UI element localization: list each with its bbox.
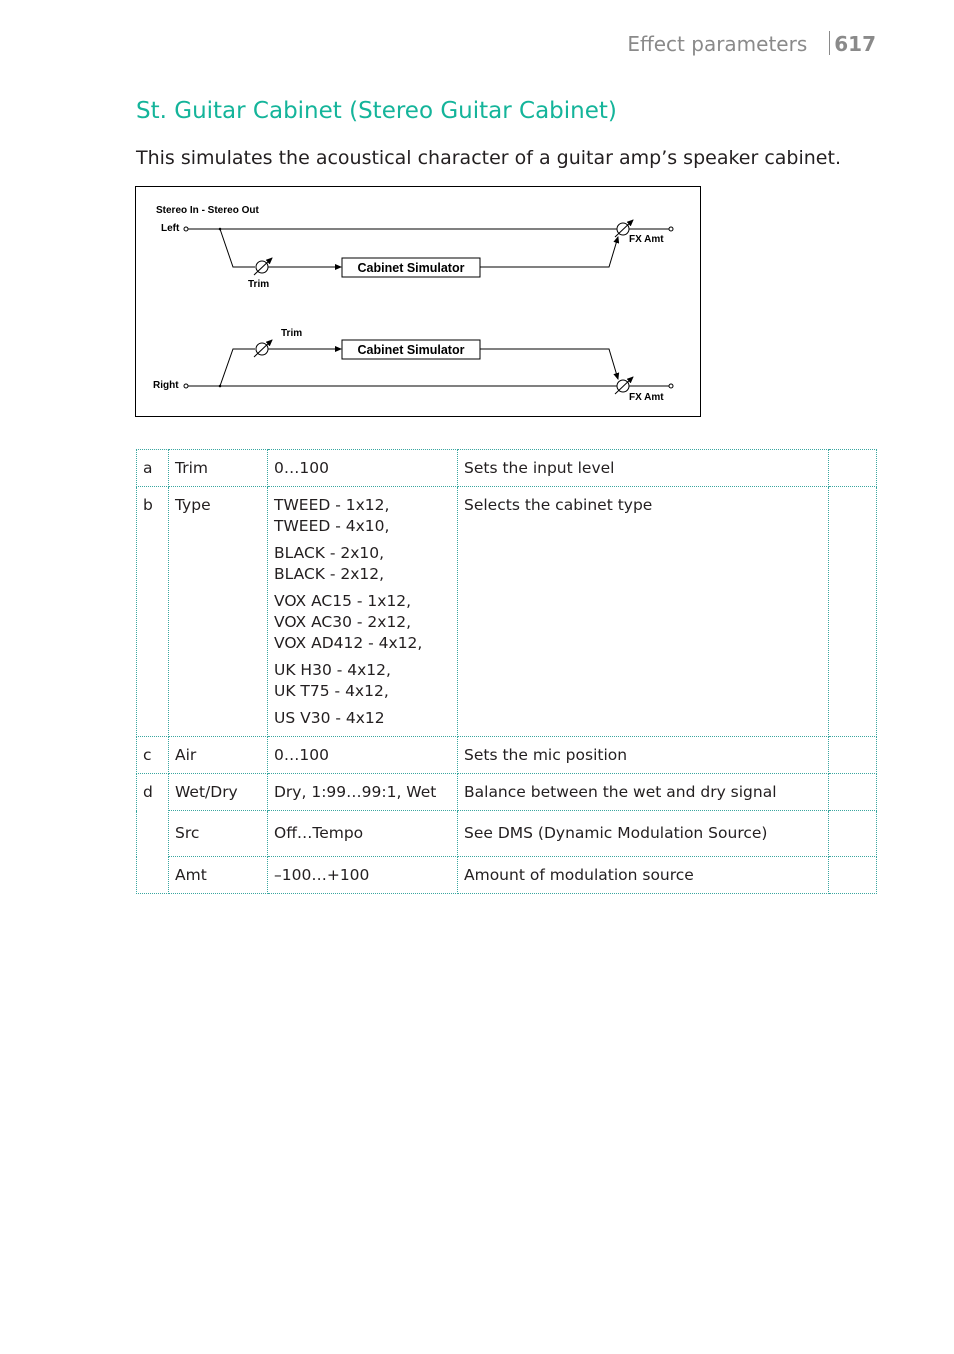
parameter-table xyxy=(136,449,877,894)
param-name: Trim xyxy=(169,450,268,487)
table-row xyxy=(137,737,877,774)
param-description: See DMS (Dynamic Modulation Source) xyxy=(458,811,829,857)
value-option: TWEED - 1x12, xyxy=(274,496,390,514)
value-option: UK H30 - 4x12, xyxy=(274,661,391,679)
param-id: c xyxy=(137,737,169,774)
right-label: Right xyxy=(153,380,179,391)
left-trim-label: Trim xyxy=(248,279,270,290)
value-option: BLACK - 2x10, xyxy=(274,544,385,562)
table-row xyxy=(137,487,877,737)
param-name: Src xyxy=(169,811,268,857)
header-divider xyxy=(829,31,830,55)
table-row xyxy=(137,811,877,857)
page-number: 617 xyxy=(834,32,876,56)
param-value: Off…Tempo xyxy=(268,811,458,857)
left-fxamt-label: FX Amt xyxy=(629,234,664,245)
right-fxamt-label: FX Amt xyxy=(629,392,664,403)
param-id: b xyxy=(137,487,169,737)
io-label: Stereo In - Stereo Out xyxy=(156,205,259,216)
param-name: Air xyxy=(169,737,268,774)
right-trim-label: Trim xyxy=(281,328,303,339)
left-cabinet-label: Cabinet Simulator xyxy=(357,261,465,275)
param-extra xyxy=(829,811,877,857)
value-option: BLACK - 2x12, xyxy=(274,565,385,583)
param-description: Balance between the wet and dry signal xyxy=(458,774,829,811)
param-extra xyxy=(829,774,877,811)
value-option: TWEED - 4x10, xyxy=(274,517,390,535)
left-output-jack xyxy=(669,227,673,231)
param-description: Amount of modulation source xyxy=(458,857,829,894)
param-description: Selects the cabinet type xyxy=(458,487,829,737)
right-split-node xyxy=(219,385,222,388)
effect-intro: This simulates the acoustical character of a guitar amp’s speaker cabinet. xyxy=(136,147,841,169)
value-option: VOX AD412 - 4x12, xyxy=(274,634,423,652)
signal-flow-diagram xyxy=(135,186,701,417)
param-extra xyxy=(829,487,877,737)
value-group xyxy=(274,708,451,729)
param-description: Sets the input level xyxy=(458,450,829,487)
value-option: VOX AC30 - 2x12, xyxy=(274,613,412,631)
param-extra xyxy=(829,737,877,774)
right-output-jack xyxy=(669,384,673,388)
value-group xyxy=(274,543,451,585)
value-group xyxy=(274,660,451,702)
diagram-frame xyxy=(136,187,701,417)
left-input-jack xyxy=(184,227,188,231)
param-name: Type xyxy=(169,487,268,737)
table-row xyxy=(137,450,877,487)
param-value xyxy=(268,487,458,737)
value-option: VOX AC15 - 1x12, xyxy=(274,592,412,610)
table-row xyxy=(137,857,877,894)
param-value: Dry, 1:99…99:1, Wet xyxy=(268,774,458,811)
section-name: Effect parameters xyxy=(627,32,808,56)
page-header xyxy=(627,31,876,56)
value-group xyxy=(274,495,451,537)
param-extra xyxy=(829,857,877,894)
param-value: 0…100 xyxy=(268,450,458,487)
param-description: Sets the mic position xyxy=(458,737,829,774)
value-group xyxy=(274,591,451,654)
param-id: d xyxy=(137,774,169,894)
left-label: Left xyxy=(161,223,180,234)
right-cabinet-label: Cabinet Simulator xyxy=(357,343,465,357)
param-value: –100…+100 xyxy=(268,857,458,894)
right-input-jack xyxy=(184,384,188,388)
param-name: Amt xyxy=(169,857,268,894)
param-id: a xyxy=(137,450,169,487)
value-option: UK T75 - 4x12, xyxy=(274,682,389,700)
table-row xyxy=(137,774,877,811)
value-option: US V30 - 4x12 xyxy=(274,709,385,727)
param-value: 0…100 xyxy=(268,737,458,774)
param-name: Wet/Dry xyxy=(169,774,268,811)
param-extra xyxy=(829,450,877,487)
effect-title: St. Guitar Cabinet (Stereo Guitar Cabinet) xyxy=(136,98,617,124)
